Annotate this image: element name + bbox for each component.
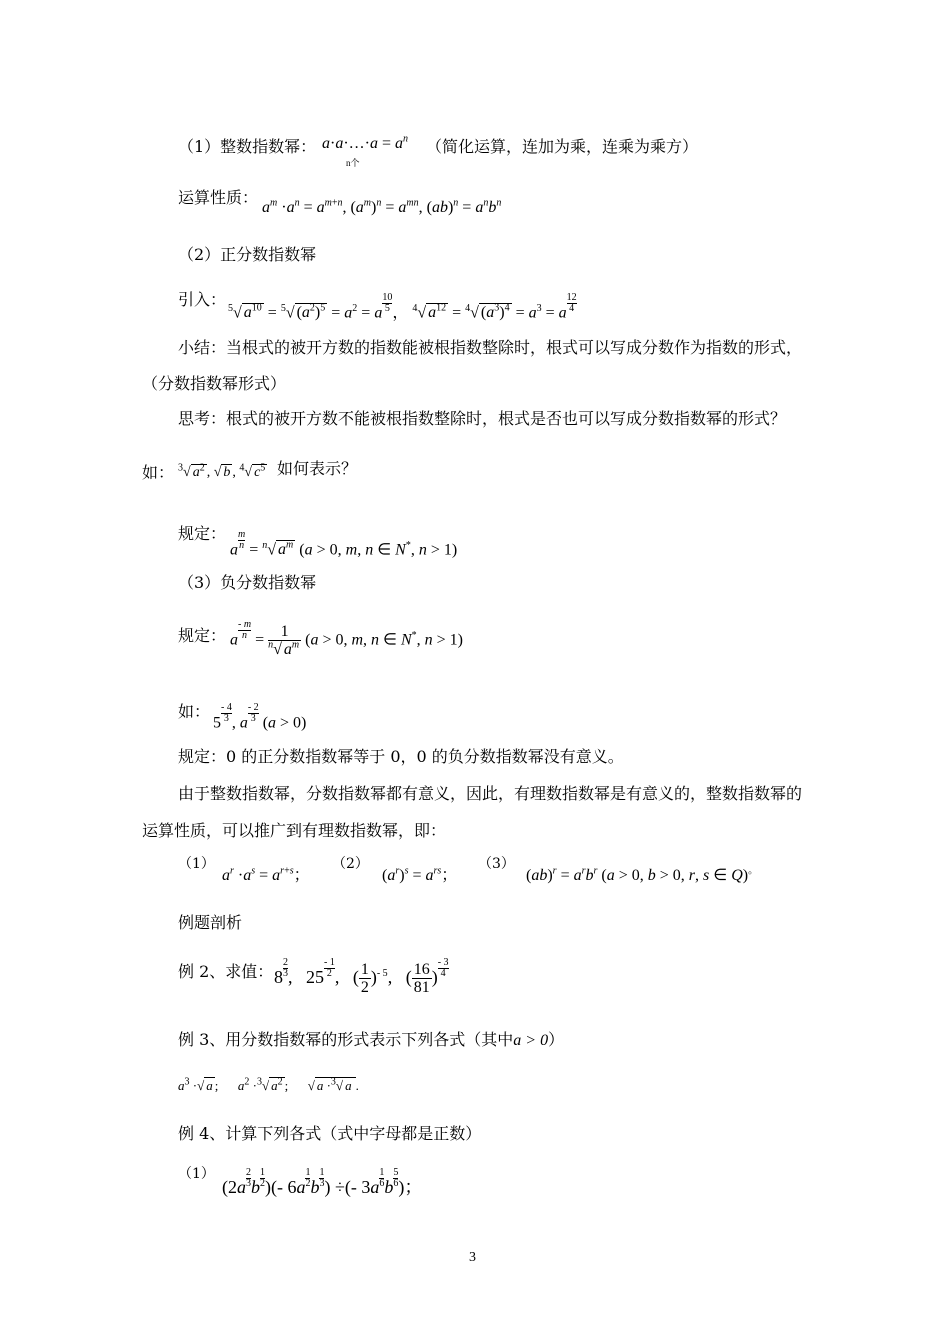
rule-label-2: 规定： — [178, 626, 227, 645]
examples-title: 例题剖析 — [178, 913, 243, 932]
op-props-label: 运算性质： — [178, 188, 259, 207]
rule-neg-formula: a $\frac{- m}{n}$ = $\frac{1}{^n√ a^m}$ (a > 0, m, n ∈ N*, n > 1) — [230, 619, 464, 659]
int-power-note: （简化运算，连加为乘，连乘为乘方） — [426, 137, 699, 156]
prop-3-label: （3） — [478, 856, 515, 872]
neg-frac-title: （3）负分数指数幂 — [178, 573, 317, 592]
n-count-label: n个 — [346, 158, 360, 168]
rule-label-1: 规定： — [178, 524, 227, 543]
extend-line-2: 运算性质，可以推广到有理数指数幂，即： — [142, 821, 447, 840]
ex3-formula: $a^3$ ·√ a ; $a^2 \cdot^3√$ $a^2$ ; √ a ·$^3$√ a . — [178, 1076, 359, 1093]
prop-3-formula: $(ab)^r = a^rb^r$ (a > 0, b > 0, r, s ∈ Q)。 — [526, 865, 759, 884]
op-props-formula: $a^m \cdot a^n = a^{m+n}$, $(a^m)^n = a^{mn}$, $(ab)^n = a^nb^n$ — [262, 197, 502, 216]
ex4-item-label: （1） — [178, 1166, 215, 1182]
page-number: 3 — [469, 1250, 476, 1265]
roots-examples: $^3$√ $a^2$ , √ b , $^4$√ $c^5$ — [178, 462, 266, 480]
prop-1-label: （1） — [178, 856, 215, 872]
ex2-formula: 8 $\frac{2}{3}$ , 25 $\frac{- 1}{2}$ , ( $\frac{1}{2}$ )$^{- 5}$, ( $\frac{16}{81}$ ) $\frac{- 3}{4}$ — [274, 957, 449, 997]
ex2-label: 例 2、求值： — [178, 962, 274, 981]
ex4-formula: (2a $\frac{2}{3}$ b $\frac{1}{2}$ )(- 6a $\frac{1}{2}$ b $\frac{1}{3}$ ) ÷(- 3a $\frac{1}{6}$ b $\frac{5}{6}$ )； — [222, 1167, 423, 1197]
intro-label: 引入： — [178, 290, 227, 309]
extend-line-1: 由于整数指数幂，分数指数幂都有意义，因此，有理数指数幂是有意义的，整数指数幂的 — [178, 784, 803, 803]
ex3-text — [178, 1030, 564, 1050]
ex3-condition: a > 0 — [513, 1032, 549, 1049]
summary-line-1: 小结：当根式的被开方数的指数能被根指数整除时，根式可以写成分数作为指数的形式， — [178, 338, 803, 357]
how-express: 如何表示？ — [277, 459, 358, 478]
prop-2-label: （2） — [332, 856, 369, 872]
prop-1-formula: $a^r \cdot a^s = a^{r+s}$； — [222, 865, 310, 884]
neg-examples: 5 $\frac{- 4}{3}$ , a $\frac{- 2}{3}$ (a > 0) — [213, 702, 307, 732]
rule-zero-text: 规定：0 的正分数指数幂等于 0，0 的负分数指数幂没有意义。 — [178, 747, 624, 766]
int-power-formula: a·a·…·a = $a^n$ — [322, 133, 409, 152]
ex3-pre: 例 3、用分数指数幂的形式表示下列各式（其中 — [178, 1030, 514, 1049]
ex4-text: 例 4、计算下列各式（式中字母都是正数） — [178, 1124, 482, 1143]
pos-frac-title: （2）正分数指数幂 — [178, 245, 317, 264]
summary-line-2: （分数指数幂形式） — [142, 374, 287, 393]
prop-2-formula: $(a^r)^s = a^{rs}$； — [382, 865, 458, 884]
intro-formula: $^5$√ $a^{10} = ^5√$ $(a^2)^5 = a^2 = a$ $\frac{10}{5}$ ， $^4$√ $a^{12} = ^4√$ $(a^3)^4 = a^3 = a$ $\frac{12}{4}$ — [228, 292, 577, 322]
ex3-post: ） — [548, 1030, 565, 1049]
int-power-label: （1）整数指数幂： — [178, 137, 317, 156]
rule-pos-formula: a $\frac{m}{n}$ = $^n$√ $a^m$ (a > 0, m, n ∈ N*, n > 1) — [230, 529, 458, 559]
example-label-a: 如： — [142, 463, 175, 482]
example-label-b: 如： — [178, 702, 211, 721]
think-text: 思考：根式的被开方数不能被根指数整除时，根式是否也可以写成分数指数幂的形式？ — [178, 409, 787, 428]
